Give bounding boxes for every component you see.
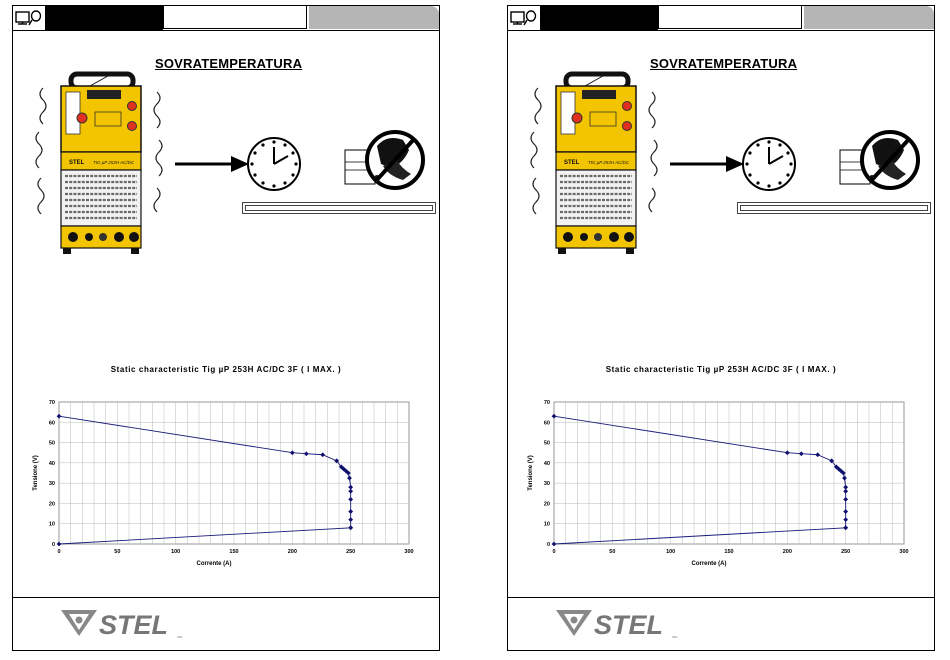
stel-logo	[59, 604, 199, 640]
y-tick-label: 70	[543, 400, 550, 406]
page-tab-bar	[13, 6, 439, 31]
y-tick-label: 40	[48, 460, 55, 467]
tab-white	[163, 6, 307, 29]
svg-text:STEL: STEL	[594, 610, 664, 640]
x-tick-label: 250	[346, 549, 356, 555]
document-page-right	[507, 5, 935, 651]
x-tick-label: 300	[404, 549, 414, 555]
x-axis-label: Corrente (A)	[691, 561, 727, 567]
y-tick-label: 10	[48, 521, 55, 528]
arrow-right-icon	[175, 154, 249, 174]
svg-text:TIG μP 253H AC/DC: TIG μP 253H AC/DC	[588, 160, 630, 165]
no-welding-icon	[343, 126, 427, 196]
y-tick-label: 0	[51, 542, 55, 548]
y-tick-label: 30	[543, 481, 550, 488]
footer-divider	[13, 597, 439, 598]
x-tick-label: 50	[609, 549, 616, 555]
tab-white	[658, 6, 802, 29]
x-tick-label: 0	[57, 549, 61, 555]
info-bar	[737, 202, 931, 214]
chart-title: Static characteristic Tig µP 253H AC/DC 3F ( I MAX. )	[605, 365, 837, 374]
y-tick-label: 20	[48, 501, 55, 508]
svg-text:STEL: STEL	[564, 160, 580, 166]
tab-gray	[804, 6, 934, 29]
x-tick-label: 300	[899, 549, 909, 555]
x-tick-label: 200	[287, 549, 297, 555]
stel-logo	[554, 604, 694, 640]
y-tick-label: 10	[543, 521, 550, 528]
info-bar	[242, 202, 436, 214]
monitor-pen-icon	[508, 6, 540, 29]
tab-gray	[309, 6, 439, 29]
footer-divider	[508, 597, 934, 598]
page-tab-bar	[508, 6, 934, 31]
section-title: SOVRATEMPERATURA	[650, 56, 798, 71]
y-tick-label: 60	[543, 420, 550, 427]
x-tick-label: 100	[666, 549, 676, 555]
x-tick-label: 250	[841, 549, 851, 555]
welding-machine-illustration	[530, 66, 658, 256]
y-tick-label: 50	[543, 440, 550, 447]
y-tick-label: 40	[543, 460, 550, 467]
svg-text:SRL: SRL	[177, 635, 183, 639]
tab-black	[540, 6, 658, 30]
x-tick-label: 100	[171, 549, 181, 555]
tab-black	[45, 6, 163, 30]
y-tick-label: 20	[543, 501, 550, 508]
welding-machine-illustration	[35, 66, 163, 256]
chart-title: Static characteristic Tig µP 253H AC/DC 3F ( I MAX. )	[110, 365, 342, 374]
y-tick-label: 70	[48, 400, 55, 406]
svg-text:TIG μP 253H AC/DC: TIG μP 253H AC/DC	[93, 160, 135, 165]
section-title: SOVRATEMPERATURA	[155, 56, 303, 71]
y-axis-label: Tensione (V)	[528, 455, 534, 491]
arrow-right-icon	[670, 154, 744, 174]
x-tick-label: 150	[229, 549, 239, 555]
x-axis-label: Corrente (A)	[196, 561, 232, 567]
static-characteristic-chart	[516, 388, 920, 568]
y-tick-label: 50	[48, 440, 55, 447]
x-tick-label: 200	[782, 549, 792, 555]
clock-icon	[246, 136, 302, 192]
svg-text:STEL: STEL	[99, 610, 169, 640]
svg-text:SRL: SRL	[672, 635, 678, 639]
no-welding-icon	[838, 126, 922, 196]
static-characteristic-chart	[21, 388, 425, 568]
svg-text:STEL: STEL	[69, 160, 85, 166]
y-tick-label: 60	[48, 420, 55, 427]
y-tick-label: 30	[48, 481, 55, 488]
x-tick-label: 50	[114, 549, 121, 555]
monitor-pen-icon	[13, 6, 45, 29]
y-axis-label: Tensione (V)	[33, 455, 39, 491]
y-tick-label: 0	[546, 542, 550, 548]
x-tick-label: 150	[724, 549, 734, 555]
clock-icon	[741, 136, 797, 192]
document-page-left	[12, 5, 440, 651]
x-tick-label: 0	[552, 549, 556, 555]
